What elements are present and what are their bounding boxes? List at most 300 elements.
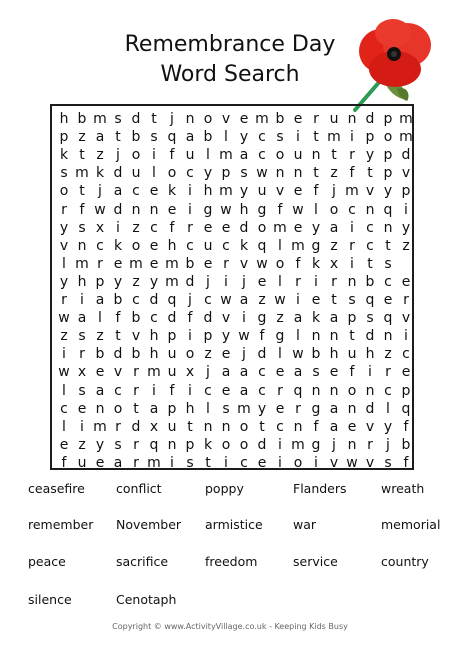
grid-letter: b (131, 129, 141, 146)
grid-letter: s (222, 400, 230, 417)
grid-letter: p (347, 310, 357, 327)
grid-letter: b (185, 255, 195, 272)
grid-letter: h (149, 328, 159, 345)
grid-letter: e (347, 418, 357, 435)
grid-letter: a (95, 382, 105, 399)
grid-letter: n (329, 328, 339, 345)
grid-letter: f (403, 454, 409, 471)
grid-letter: e (257, 454, 267, 471)
word-item: memorial (381, 517, 441, 532)
grid-letter: t (367, 165, 373, 182)
grid-letter: c (132, 292, 140, 308)
grid-letter: y (239, 183, 249, 200)
grid-letter: j (98, 183, 102, 200)
grid-letter: s (240, 165, 248, 182)
grid-letter: j (116, 147, 120, 164)
grid-letter: i (152, 147, 156, 164)
grid-letter: r (295, 273, 301, 290)
grid-letter: v (275, 183, 285, 200)
grid-letter: n (365, 201, 375, 218)
grid-letter: r (277, 382, 283, 399)
grid-letter: k (311, 310, 321, 327)
grid-letter: t (385, 237, 391, 254)
grid-letter: t (151, 111, 157, 127)
grid-letter: m (399, 111, 413, 127)
grid-letter: l (278, 273, 282, 290)
grid-letter: k (113, 237, 123, 254)
grid-letter: z (276, 310, 284, 327)
grid-letter: m (147, 364, 161, 381)
grid-letter: e (293, 219, 303, 236)
grid-letter: o (293, 454, 303, 471)
grid-letter: j (188, 292, 192, 308)
grid-letter: f (313, 183, 319, 200)
grid-letter: n (77, 237, 87, 254)
grid-letter: c (366, 237, 374, 254)
grid-letter: f (349, 364, 355, 381)
grid-letter: r (133, 454, 139, 471)
grid-letter: z (132, 219, 140, 236)
grid-letter: n (185, 111, 195, 127)
grid-letter: m (255, 111, 269, 127)
grid-letter: x (185, 364, 195, 381)
grid-letter: e (203, 219, 213, 236)
grid-letter: z (402, 237, 410, 254)
grid-letter: r (295, 400, 301, 417)
grid-letter: y (401, 219, 411, 236)
grid-letter: b (95, 346, 105, 363)
grid-letter: p (59, 129, 69, 146)
grid-letter: m (345, 183, 359, 200)
grid-letter: c (204, 292, 212, 308)
grid-letter: d (365, 400, 375, 417)
grid-letter: t (187, 418, 193, 435)
grid-letter: c (132, 183, 140, 200)
grid-letter: a (329, 418, 339, 435)
grid-letter: g (257, 310, 267, 327)
grid-letter: p (383, 147, 393, 164)
grid-letter: y (95, 436, 105, 453)
grid-letter: t (367, 255, 373, 272)
grid-letter: z (384, 346, 392, 363)
grid-letter: h (167, 237, 177, 254)
grid-letter: d (365, 328, 375, 345)
grid-letter: e (149, 183, 159, 200)
word-item: armistice (205, 517, 263, 532)
grid-letter: e (221, 382, 231, 399)
grid-letter: a (221, 364, 231, 381)
grid-letter: a (77, 310, 87, 327)
grid-letter: i (224, 454, 228, 471)
grid-letter: t (259, 418, 265, 435)
grid-letter: j (242, 346, 246, 363)
grid-letter: i (188, 183, 192, 200)
word-item: country (381, 554, 429, 569)
word-item: poppy (205, 481, 244, 496)
grid-letter: r (403, 292, 409, 308)
grid-letter: y (311, 219, 321, 236)
grid-letter: s (276, 129, 284, 146)
grid-letter: c (186, 237, 194, 254)
word-item: silence (28, 592, 72, 607)
grid-letter: z (258, 292, 266, 308)
grid-letter: e (149, 255, 159, 272)
grid-letter: m (147, 454, 161, 471)
grid-letter: c (366, 219, 374, 236)
grid-letter: c (150, 219, 158, 236)
word-item: service (293, 554, 338, 569)
grid-letter: l (278, 346, 282, 363)
grid-letter: u (293, 147, 303, 164)
grid-letter: t (79, 147, 85, 164)
grid-letter: w (238, 328, 250, 345)
grid-letter: t (79, 183, 85, 200)
grid-letter: e (383, 292, 393, 308)
grid-letter: c (258, 129, 266, 146)
grid-letter: m (237, 400, 251, 417)
grid-letter: i (314, 454, 318, 471)
grid-letter: n (167, 436, 177, 453)
grid-letter: s (384, 454, 392, 471)
grid-letter: o (275, 147, 285, 164)
grid-letter: h (77, 273, 87, 290)
grid-letter: o (275, 255, 285, 272)
grid-letter: s (312, 364, 320, 381)
grid-letter: s (60, 165, 68, 182)
grid-letter: t (115, 129, 121, 146)
grid-letter: k (59, 147, 69, 164)
grid-letter: c (348, 201, 356, 218)
grid-letter: d (203, 310, 213, 327)
grid-letter: l (98, 310, 102, 327)
grid-letter: d (167, 310, 177, 327)
grid-letter: e (239, 111, 249, 127)
grid-letter: q (293, 382, 303, 399)
grid-letter: v (365, 183, 375, 200)
grid-letter: w (256, 165, 268, 182)
grid-letter: p (221, 165, 231, 182)
grid-letter: c (258, 364, 266, 381)
grid-letter: f (169, 147, 175, 164)
grid-letter: j (332, 436, 336, 453)
grid-letter: l (386, 400, 390, 417)
grid-letter: v (365, 454, 375, 471)
grid-letter: l (62, 418, 66, 435)
grid-letter: l (314, 201, 318, 218)
grid-letter: e (401, 273, 411, 290)
grid-letter: h (365, 346, 375, 363)
word-item: peace (28, 554, 66, 569)
grid-letter: z (78, 129, 86, 146)
grid-letter: s (114, 111, 122, 127)
grid-letter: r (223, 255, 229, 272)
grid-letter: u (203, 237, 213, 254)
grid-letter: l (62, 382, 66, 399)
grid-letter: a (329, 310, 339, 327)
word-item: wreath (381, 481, 425, 496)
grid-letter: s (78, 328, 86, 345)
grid-letter: v (113, 364, 123, 381)
grid-letter: q (167, 292, 177, 308)
grid-letter: u (167, 364, 177, 381)
grid-letter: y (59, 273, 69, 290)
grid-letter: a (95, 292, 105, 308)
grid-letter: o (167, 165, 177, 182)
grid-letter: c (150, 310, 158, 327)
grid-letter: a (329, 400, 339, 417)
grid-letter: f (349, 165, 355, 182)
grid-letter: q (383, 201, 393, 218)
grid-letter: y (221, 328, 231, 345)
page-subtitle: Word Search (160, 62, 300, 87)
grid-letter: o (347, 382, 357, 399)
grid-letter: c (204, 382, 212, 399)
grid-letter: d (131, 418, 141, 435)
grid-letter: d (257, 436, 267, 453)
grid-letter: n (329, 382, 339, 399)
grid-letter: b (131, 346, 141, 363)
grid-letter: n (149, 201, 159, 218)
grid-letter: a (293, 364, 303, 381)
grid-letter: h (203, 183, 213, 200)
grid-letter: p (401, 382, 411, 399)
grid-letter: r (133, 436, 139, 453)
grid-letter: v (401, 310, 411, 327)
grid-letter: m (327, 129, 341, 146)
grid-letter: l (296, 328, 300, 345)
grid-letter: t (115, 328, 121, 345)
grid-letter: a (239, 382, 249, 399)
grid-letter: e (257, 273, 267, 290)
grid-letter: m (399, 129, 413, 146)
grid-letter: m (165, 255, 179, 272)
grid-letter: x (77, 364, 87, 381)
grid-letter: n (221, 418, 231, 435)
grid-letter: f (79, 201, 85, 218)
grid-letter: v (221, 310, 231, 327)
grid-letter: h (329, 346, 339, 363)
grid-letter: n (293, 418, 303, 435)
grid-letter: y (149, 273, 159, 290)
grid-letter: i (224, 273, 228, 290)
grid-letter: w (292, 201, 304, 218)
grid-letter: f (187, 310, 193, 327)
grid-letter: b (77, 111, 87, 127)
grid-letter: s (78, 382, 86, 399)
grid-letter: p (401, 183, 411, 200)
grid-letter: p (365, 129, 375, 146)
grid-letter: r (385, 364, 391, 381)
grid-letter: e (203, 255, 213, 272)
grid-letter: r (313, 111, 319, 127)
grid-letter: r (331, 273, 337, 290)
grid-letter: j (242, 273, 246, 290)
grid-letter: i (314, 273, 318, 290)
grid-letter: a (293, 310, 303, 327)
grid-letter: l (278, 237, 282, 254)
grid-letter: l (206, 400, 210, 417)
grid-letter: o (257, 219, 267, 236)
grid-letter: q (365, 292, 375, 308)
grid-letter: h (239, 201, 249, 218)
grid-letter: c (384, 273, 392, 290)
grid-letter: f (169, 219, 175, 236)
grid-letter: m (219, 183, 233, 200)
grid-letter: t (313, 165, 319, 182)
grid-letter: i (242, 310, 246, 327)
grid-letter: b (113, 292, 123, 308)
word-item: freedom (205, 554, 258, 569)
grid-letter: s (114, 436, 122, 453)
grid-letter: c (384, 382, 392, 399)
grid-letter: n (131, 201, 141, 218)
grid-letter: z (204, 346, 212, 363)
grid-letter: e (221, 346, 231, 363)
grid-letter: t (205, 454, 211, 471)
grid-letter: m (165, 273, 179, 290)
grid-letter: n (383, 219, 393, 236)
grid-letter: h (59, 111, 69, 127)
grid-letter: i (404, 201, 408, 218)
grid-letter: d (131, 111, 141, 127)
grid-letter: m (273, 219, 287, 236)
grid-letter: n (347, 400, 357, 417)
grid-letter: f (277, 201, 283, 218)
grid-letter: r (133, 364, 139, 381)
grid-letter: d (113, 346, 123, 363)
grid-letter: l (62, 255, 66, 272)
grid-letter: i (80, 292, 84, 308)
grid-letter: n (311, 328, 321, 345)
grid-letter: g (203, 201, 213, 218)
grid-letter: o (203, 111, 213, 127)
grid-letter: o (131, 147, 141, 164)
grid-letter: x (329, 255, 339, 272)
grid-letter: u (347, 346, 357, 363)
grid-letter: p (185, 436, 195, 453)
grid-letter: o (383, 129, 393, 146)
grid-letter: z (330, 237, 338, 254)
grid-letter: f (169, 382, 175, 399)
grid-letter: r (367, 436, 373, 453)
grid-letter: m (291, 237, 305, 254)
grid-letter: f (61, 454, 67, 471)
grid-letter: c (240, 454, 248, 471)
grid-letter: k (95, 165, 105, 182)
grid-letter: s (78, 219, 86, 236)
grid-letter: f (403, 418, 409, 435)
grid-letter: n (311, 382, 321, 399)
grid-letter: n (311, 147, 321, 164)
grid-letter: w (346, 454, 358, 471)
grid-letter: i (170, 454, 174, 471)
grid-letter: m (93, 418, 107, 435)
grid-letter: i (368, 364, 372, 381)
word-item: ceasefire (28, 481, 85, 496)
grid-letter: a (239, 292, 249, 308)
grid-letter: e (329, 364, 339, 381)
grid-letter: w (58, 364, 70, 381)
grid-letter: a (149, 400, 159, 417)
grid-letter: o (113, 400, 123, 417)
grid-letter: a (113, 454, 123, 471)
grid-letter: z (96, 328, 104, 345)
grid-letter: a (329, 219, 339, 236)
grid-letter: h (149, 346, 159, 363)
grid-letter: u (329, 111, 339, 127)
grid-letter: q (383, 310, 393, 327)
grid-letter: i (116, 219, 120, 236)
grid-letter: g (275, 328, 285, 345)
grid-letter: e (95, 454, 105, 471)
grid-letter: p (167, 328, 177, 345)
grid-letter: q (149, 436, 159, 453)
grid-letter: o (185, 346, 195, 363)
grid-letter: x (95, 219, 105, 236)
grid-letter: v (59, 237, 69, 254)
grid-letter: o (239, 418, 249, 435)
grid-letter: e (293, 183, 303, 200)
grid-letter: e (149, 237, 159, 254)
grid-letter: g (311, 400, 321, 417)
grid-letter: n (383, 328, 393, 345)
grid-letter: u (167, 346, 177, 363)
grid-letter: n (347, 273, 357, 290)
grid-letter: c (114, 382, 122, 399)
grid-letter: q (167, 129, 177, 146)
grid-letter: r (115, 418, 121, 435)
grid-letter: z (132, 273, 140, 290)
word-item: sacrifice (116, 554, 169, 569)
grid-letter: z (78, 436, 86, 453)
grid-letter: s (150, 129, 158, 146)
grid-letter: l (206, 147, 210, 164)
grid-letter: h (185, 400, 195, 417)
grid-letter: y (113, 273, 123, 290)
grid-letter: t (349, 328, 355, 345)
grid-letter: p (383, 165, 393, 182)
grid-letter: d (149, 292, 159, 308)
grid-letter: j (206, 364, 210, 381)
grid-letter: e (311, 292, 321, 308)
grid-letter: c (276, 418, 284, 435)
grid-letter: s (348, 292, 356, 308)
grid-letter: r (349, 237, 355, 254)
grid-letter: u (167, 418, 177, 435)
grid-letter: c (402, 346, 410, 363)
grid-letter: v (239, 255, 249, 272)
grid-letter: t (133, 400, 139, 417)
grid-letter: m (291, 436, 305, 453)
word-item: war (293, 517, 317, 532)
grid-letter: e (59, 436, 69, 453)
grid-letter: a (239, 147, 249, 164)
grid-letter: d (185, 273, 195, 290)
grid-letter: v (131, 328, 141, 345)
grid-letter: c (186, 165, 194, 182)
grid-letter: q (401, 400, 411, 417)
grid-letter: r (61, 292, 67, 308)
grid-letter: i (62, 346, 66, 363)
grid-letter: t (331, 147, 337, 164)
word-item: remember (28, 517, 94, 532)
grid-letter: i (80, 418, 84, 435)
grid-letter: o (59, 183, 69, 200)
grid-letter: k (167, 183, 177, 200)
grid-letter: d (257, 346, 267, 363)
grid-letter: b (203, 129, 213, 146)
grid-letter: d (113, 201, 123, 218)
